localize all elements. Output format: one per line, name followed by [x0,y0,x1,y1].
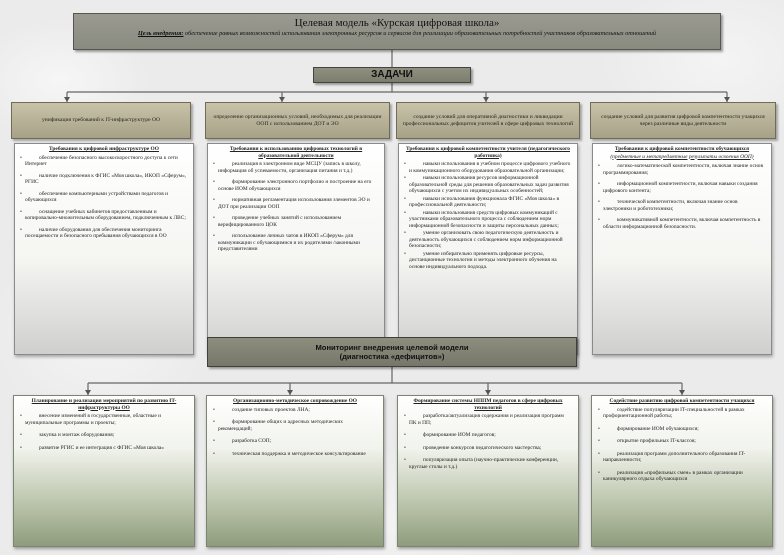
list-item: • нормативная регламентация использования элементов ЭО и ДОТ при реализации ООП [213,197,379,210]
monitoring-box [207,337,577,367]
list-item: • оснащение учебных кабинетов предоставленным и копировально-множительным оборудованием, подключенным к ЛВС; [20,209,188,222]
panel-title: Требования к цифровой инфраструктуре ОО [49,146,159,152]
list-item: • навыки использования в учебном процессе цифрового учебного и коммуникационного оборудования образовательной организации; [404,161,572,174]
monitoring-subtitle: (диагностика «дефицитов») [339,352,445,361]
action-panel [397,395,579,547]
panel-title: Требования к цифровой компетентности учителя (педагогического работника) [406,146,570,159]
action-panel [591,395,773,547]
list-item: • проведение конкурсов педагогического мастерства; [404,445,572,452]
action-panel [206,395,384,547]
task-box: унификация требований к IT-инфраструктуре ОО [11,102,191,139]
panel-title: Планирование и реализация мероприятий по развитию IT-инфраструктуры ОО [31,398,177,411]
panel-title: Содействие развитию цифровой компетентности учащихся [609,398,755,404]
list-item: • умение избирательно применять цифровые ресурсы, дистанционные технологии и методы электронного обучения на основе индивидуального подхода. [404,251,572,271]
requirements-panel [592,143,772,355]
task-box: создание условий для оперативной диагностики и ликвидации профессиональных дефицитов учителей в сфере цифровых технологий [396,102,580,139]
list-item: • популяризация опыта (научно-практические конференции, круглые столы и т.д.) [404,457,572,470]
tasks-heading: ЗАДАЧИ [313,67,471,83]
list-item: • реализация программ дополнительного образования IT-направленности; [598,451,766,464]
list-item: • формирование электронного портфолио и построение на его основе ИОМ обучающихся [213,179,379,192]
model-title: Целевая модель «Курская цифровая школа» [294,17,500,29]
panel-title: Формирование системы НППМ педагогов в сфере цифровых технологий [413,398,563,411]
list-item: • навыки использования функционала ФГИС «Моя школа» в профессиональной деятельности; [404,196,572,209]
panel-title: Требования к цифровой компетентности обучающихся [614,146,750,152]
panel-title: Организационно-методическое сопровождение ОО [233,398,357,404]
list-item: • техническая поддержка и методическое консультирование [213,451,377,458]
list-item: • внесение изменений в государственные, областные и муниципальные программы и проекты; [20,413,188,426]
list-item: • умение организовать свою педагогическую деятельность и деятельность обучающихся с соблюдением норм информационной безопасности; [404,230,572,250]
list-item: • технической компетентности, включая знание основ электроники и робототехники; [598,199,766,212]
goal-statement [74,29,720,37]
list-item: • открытие профильных IT-классов; [598,438,766,445]
requirements-panel [207,143,385,355]
action-panel [13,395,195,547]
list-item: • навыки использования средств цифровых коммуникаций с участниками образовательного процесса с соблюдением норм информационной безопасности и защиты персональных данных; [404,210,572,230]
task-box: определение организационных условий, необходимых для реализации ООП с использованием ДОТ и ЭО [205,102,390,139]
list-item: • наличие подключения к ФГИС «Моя школа», ИКОП «Сферум», РГИС [20,173,188,186]
list-item: • разработка СОП; [213,438,377,445]
goal-text: обеспечение равных возможностей использования электронных ресурсов и сервисов для реализации образовательных потребностей участников образовательных отношений [183,30,657,37]
list-item: • наличие оборудования для обеспечения мониторинга посещаемости и безопасного пребывания обучающихся в ОО [20,227,188,240]
list-item: • формирование ИОМ педагогов; [404,432,572,439]
list-item: • обеспечение безопасного высокоскоростного доступа к сети Интернет [20,155,188,168]
list-item: • логико-математической компетентности, включая знание основ программирования; [598,163,766,176]
list-item: • информационной компетентности, включая навыки создания цифрового контента; [598,181,766,194]
panel-subtitle: (предметные и метапредметные результаты освоения ООП) [610,153,754,160]
goal-label: Цель внедрения: [137,30,184,37]
list-item: • коммуникативной компетентности, включая компетентность в области информационной безопасности. [598,217,766,230]
list-item: • обеспечение компьютерными устройствами педагогов и обучающихся [20,191,188,204]
requirements-panel [14,143,194,355]
list-item: • формирование общих и адресных методических рекомендаций; [213,419,377,432]
list-item: • использование личных чатов в ИКОП «Сферум» для коммуникации с обучающимися и их родителями /законными представителями [213,233,379,253]
panel-title: Требования к использованию цифровых технологий в образовательной деятельности [229,146,363,159]
list-item: • закупка и монтаж оборудования; [20,432,188,439]
list-item: • разработка/актуализация содержания и реализация программ ПК и ПП; [404,413,572,426]
list-item: • создание типовых проектов ЛНА; [213,407,377,414]
monitoring-title: Мониторинг внедрения целевой модели [315,343,469,352]
list-item: • реализация в электронном виде МСЦУ (запись в школу, информация об успеваемости, организация питания и т.д.) [213,161,379,174]
list-item: • содействие популяризации IT-специальностей в рамках профориентационной работы; [598,407,766,420]
list-item: • навыки использования ресурсов информационной образовательной среды для решения образовательных задач развития обучающихся с учетом их индивидуальных особенностей; [404,175,572,195]
list-item: • развитие РГИС и ее интеграция с ФГИС «Моя школа» [20,445,188,452]
list-item: • реализация «профильных смен» в рамках организации каникулярного отдыха обучающихся [598,470,766,483]
model-header [73,13,721,50]
list-item: • проведение учебных занятий с использованием верифицированного ЦОК [213,215,379,228]
requirements-panel [398,143,578,355]
list-item: • формирование ИОМ обучающихся; [598,426,766,433]
task-box: создание условий для развития цифровой компетентности учащихся через различные виды деятельности [590,102,776,139]
